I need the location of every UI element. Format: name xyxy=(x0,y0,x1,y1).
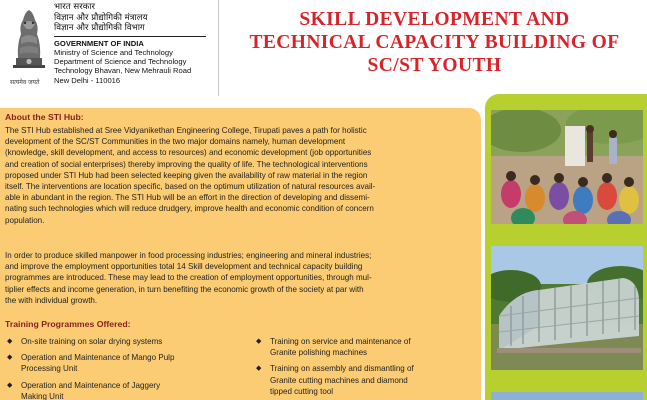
hindi-gov: भारत सरकार xyxy=(54,2,96,12)
header-divider xyxy=(218,0,219,96)
bullet-icon: ◆ xyxy=(7,354,13,362)
paragraph-line: and improve the employment opportunities total 14 Skill development and technical capacity building xyxy=(5,262,363,272)
list-item: ◆ On-site training on solar drying systems xyxy=(7,337,163,346)
list-item: ◆ Operation and Maintenance of Mango Pulp Processing Unit xyxy=(7,353,175,374)
paragraph-line: population. xyxy=(5,215,45,225)
content-panel xyxy=(0,108,481,400)
bullet-icon: ◆ xyxy=(256,338,262,345)
gov-of-india: GOVERNMENT OF INDIA xyxy=(54,38,144,48)
ministry-block xyxy=(54,2,214,85)
ministry-name: Ministry of Science and Technology xyxy=(54,47,173,57)
title-line: SC/ST YOUTH xyxy=(367,55,502,76)
city-line: New Delhi - 110016 xyxy=(54,75,121,85)
training-list-right xyxy=(256,336,472,400)
paragraph-line: itself. The interventions are location specific, based on the optimum utilization of natural resources avail- xyxy=(5,182,376,192)
list-item: ◆ Training on service and maintenance of Granite polishing machines xyxy=(256,337,411,358)
greenhouse-dryer-photo xyxy=(491,246,643,370)
about-paragraph xyxy=(5,125,476,226)
programmes-paragraph xyxy=(5,250,476,306)
training-heading: Training Programmes Offered: xyxy=(5,319,131,329)
page-header xyxy=(0,0,647,96)
address-line: Technology Bhavan, New Mehrauli Road xyxy=(54,66,192,76)
paragraph-line: development of the SC/ST Communities in the two major domains namely, human development xyxy=(5,137,346,147)
paragraph-line: tiplier effects and income generation, in turn benefiting the economic growth of the society at par with xyxy=(5,284,364,294)
additional-photo xyxy=(491,392,643,400)
bullet-icon: ◆ xyxy=(7,338,13,345)
paragraph-line: nating such technologies which will reduce drudgery, improve health and economic condition of concern xyxy=(5,204,374,214)
bullet-icon: ◆ xyxy=(7,381,13,389)
paragraph-line: In order to produce skilled manpower in food processing industries; engineering and mineral industries; xyxy=(5,251,372,260)
national-emblem-icon xyxy=(8,4,50,80)
paragraph-line: able in abundant in the region. The STI Hub will be an effort in the direction of developing and dissemi- xyxy=(5,193,370,203)
training-list-left xyxy=(7,336,227,400)
about-heading: About the STI Hub: xyxy=(5,112,84,122)
paragraph-line: (knowledge, skill development, and access to resources) and economic development (job opportunities xyxy=(5,148,372,158)
emblem-caption: सत्यमेव जयते xyxy=(10,79,40,86)
department-name: Department of Science and Technology xyxy=(54,57,187,67)
ministry-divider xyxy=(54,36,206,37)
bullet-icon: ◆ xyxy=(256,365,262,373)
title-line: TECHNICAL CAPACITY BUILDING OF xyxy=(249,32,620,53)
paragraph-line: the with individual growth. xyxy=(5,295,98,305)
list-item: ◆ Training on assembly and dismantling of Granite cutting machines and diamond tipped cutting tool xyxy=(256,364,414,396)
paragraph-line: programmes are introduced. These may lead to the creation of employment opportunities, through mul- xyxy=(5,273,372,283)
paragraph-line: The STI Hub established at Sree Vidyanikethan Engineering College, Tirupati paves a path for holistic xyxy=(5,126,367,135)
hindi-ministry: विज्ञान और प्रौद्योगिकी मंत्रालय xyxy=(54,12,148,23)
paragraph-line: and creation of social enterprises) thereby improving the quality of life. The technological interventions xyxy=(5,159,368,169)
photo-sidebar xyxy=(485,94,647,400)
hindi-department: विज्ञान और प्रौद्योगिकी विभाग xyxy=(54,23,145,34)
paragraph-line: proposed under STI Hub had been selected keeping given the availability of raw material in the region xyxy=(5,170,368,180)
list-item: ◆ Operation and Maintenance of Jaggery Making Unit xyxy=(7,380,161,400)
training-session-photo xyxy=(491,110,643,224)
title-line: SKILL DEVELOPMENT AND xyxy=(299,9,570,30)
page-title xyxy=(222,8,647,77)
